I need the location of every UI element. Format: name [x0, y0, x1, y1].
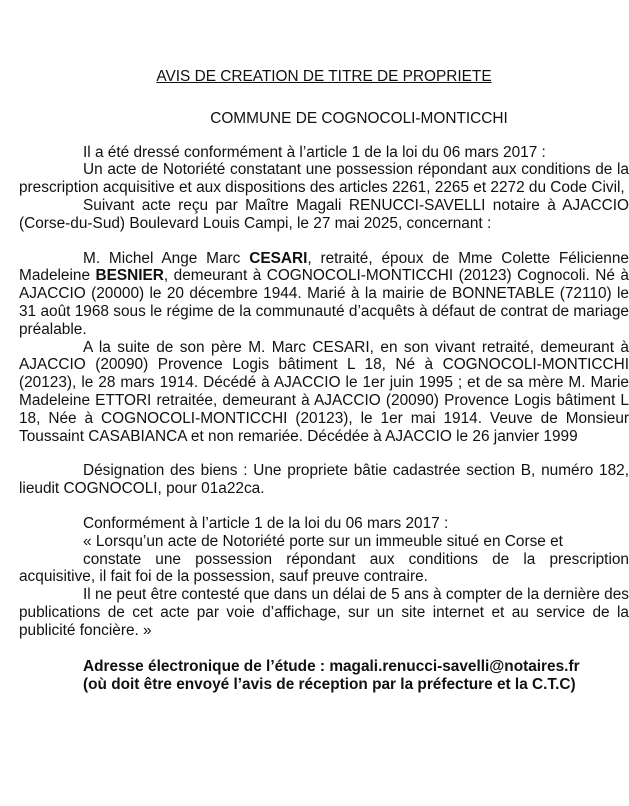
paragraph-quote-possession: constate une possession répondant aux conditions de la prescription acquisitive, il fait foi de la possession, sauf preuve contraire.: [19, 550, 629, 586]
owner-details: , demeurant à COGNOCOLI-MONTICCHI (20123) Cognocoli. Né à AJACCIO (20000) le 20 décembre 1944. Marié à la mairie de BONNETABLE (72110) le 31 août 1968 sous le régime de la communauté d’acquêts à défaut de contrat de mariage préalable.: [19, 267, 629, 338]
paragraph-notoriety-act: Un acte de Notoriété constatant une possession répondant aux conditions de la prescription acquisitive et aux dispositions des articles 2261, 2265 et 2272 du Code Civil,: [19, 161, 629, 197]
footer-reception-note: (où doit être envoyé l’avis de réception par la préfecture et la C.T.C): [83, 675, 576, 693]
notice-title: AVIS DE CREATION DE TITRE DE PROPRIETE: [156, 68, 492, 85]
footer-contact: [19, 658, 629, 694]
owner-surname: CESARI: [249, 249, 308, 267]
paragraph-law-reference: Il a été dressé conformément à l’article 1 de la loi du 06 mars 2017 :: [83, 143, 546, 161]
paragraph-law-reference-2: Conformément à l’article 1 de la loi du 06 mars 2017 :: [83, 514, 449, 532]
owner-intro: M. Michel Ange Marc: [83, 249, 250, 267]
paragraph-owner: [19, 250, 629, 339]
spacer: [19, 233, 629, 250]
owner-spouse-intro: , retraité, époux de Mme Colette Félicienne Madeleine: [19, 249, 629, 285]
spacer: [19, 498, 629, 515]
spacer: [19, 445, 629, 462]
footer-email-line: Adresse électronique de l’étude : magali.renucci-savelli@notaires.fr: [83, 657, 580, 675]
commune-heading: COMMUNE DE COGNOCOLI-MONTICCHI: [210, 109, 508, 127]
paragraph-quote-contest: Il ne peut être contesté que dans un délai de 5 ans à compter de la dernière des publications de cet acte par voie d’affichage, sur un site internet et au service de la publicité foncière. »: [19, 586, 629, 639]
paragraph-property-designation: Désignation des biens : Une propriete bâtie cadastrée section B, numéro 182, lieudit COGNOCOLI, pour 01a22ca.: [19, 462, 629, 498]
spouse-surname: BESNIER: [95, 267, 164, 285]
notice-document: [19, 68, 629, 694]
paragraph-succession: A la suite de son père M. Marc CESARI, en son vivant retraité, demeurant à AJACCIO (20090) Provence Logis bâtiment L 18, Né à COGNOCOLI-MONTICCHI (20123), le 28 mars 1914. Décédé à AJACCIO le 1er juin 1995 ; et de sa mère M. Marie Madeleine ETTORI retraitée, demeurant à AJACCIO (20090) Provence Logis bâtiment L 18, Née à COGNOCOLI-MONTICCHI (20123), le 1er mai 1914. Veuve de Monsieur Toussaint CASABIANCA et non remariée. Décédée à AJACCIO le 26 janvier 1999: [19, 338, 629, 445]
paragraph-quote-start: « Lorsqu’un acte de Notoriété porte sur un immeuble situé en Corse et: [83, 532, 563, 550]
paragraph-notary-act: Suivant acte reçu par Maître Magali RENUCCI-SAVELLI notaire à AJACCIO (Corse-du-Sud) Boulevard Louis Campi, le 27 mai 2025, concernant :: [19, 196, 629, 232]
